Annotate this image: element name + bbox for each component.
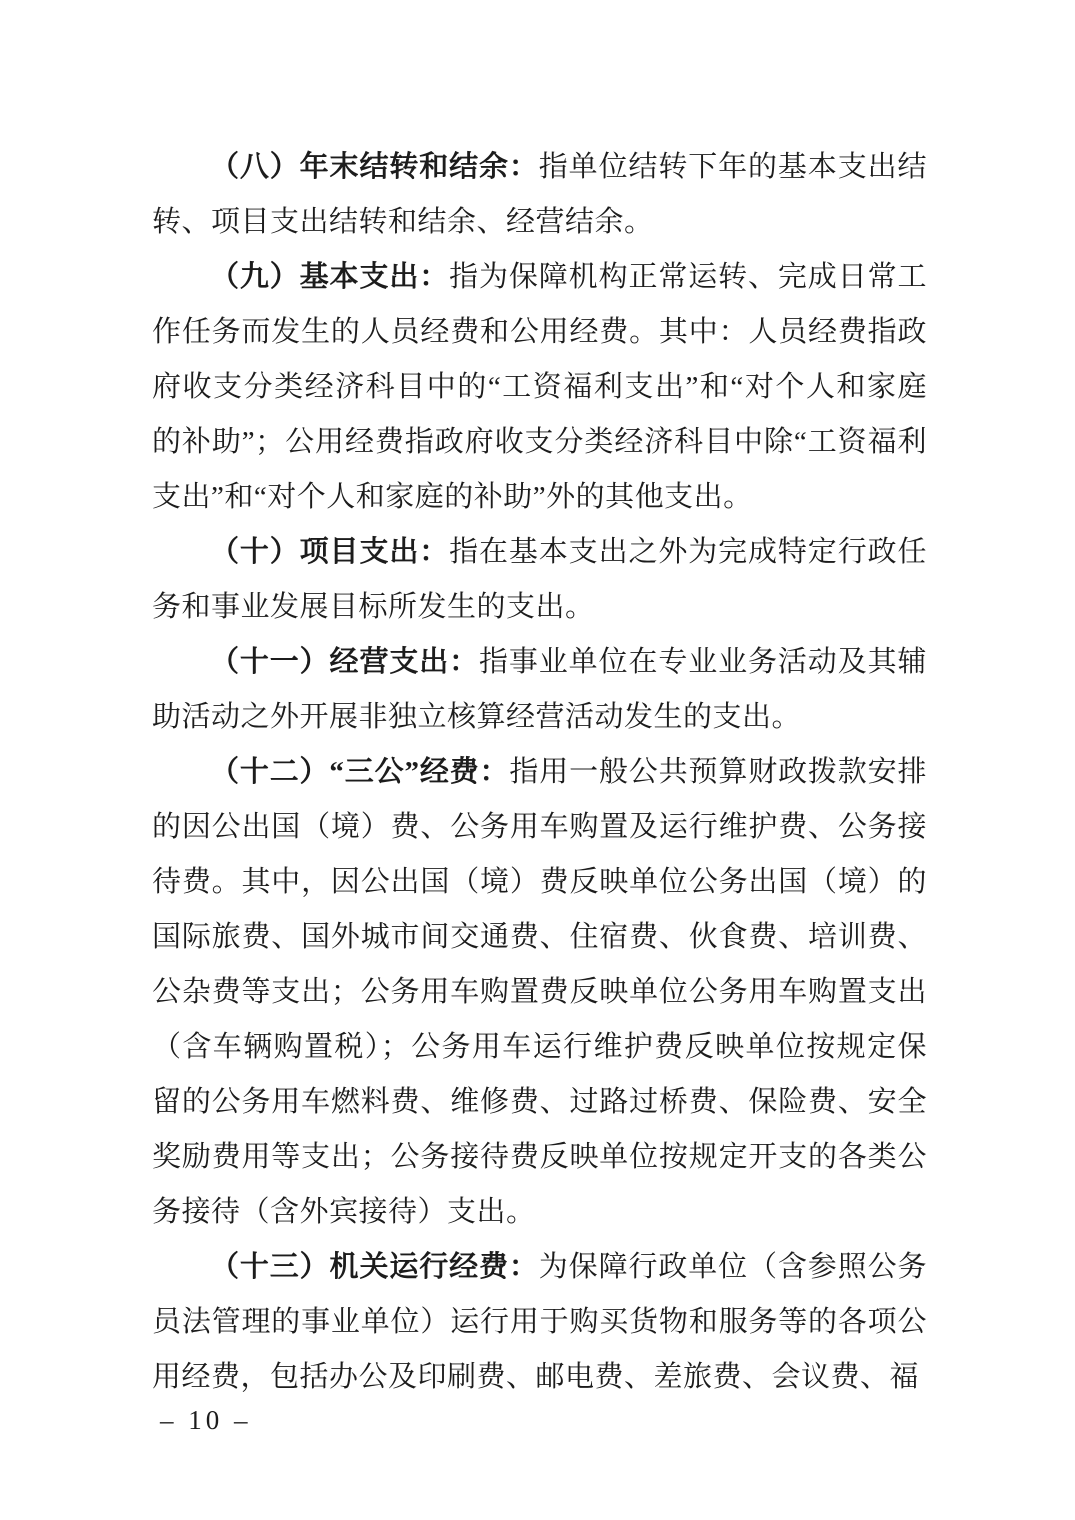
definition-paragraph-10 xyxy=(152,525,927,635)
definition-paragraph-11 xyxy=(152,635,927,745)
page-number: – 10 – xyxy=(160,1405,252,1435)
paragraph-8-heading: （八）年末结转和结余： xyxy=(210,151,539,183)
definition-paragraph-8 xyxy=(152,140,927,250)
paragraph-10-text: 指在基本支出之外为完成特定行政任务和事业发展目标所发生的支出。 xyxy=(152,536,927,623)
definition-paragraph-12 xyxy=(152,745,927,1240)
paragraph-11-heading: （十一）经营支出： xyxy=(210,646,480,678)
paragraph-9-text: 指为保障机构正常运转、完成日常工作任务而发生的人员经费和公用经费。其中：人员经费指政府收支分类经济科目中的“工资福利支出”和“对个人和家庭的补助”；公用经费指政府收支分类经济科目中除“工资福利支出”和“对个人和家庭的补助”外的其他支出。 xyxy=(152,261,927,513)
definition-paragraph-13 xyxy=(152,1240,927,1405)
document-body xyxy=(152,140,927,1405)
paragraph-13-text: 为保障行政单位（含参照公务员法管理的事业单位）运行用于购买货物和服务等的各项公用经费，包括办公及印刷费、邮电费、差旅费、会议费、福 xyxy=(152,1251,927,1393)
paragraph-10-heading: （十）项目支出： xyxy=(210,536,450,568)
paragraph-13-heading: （十三）机关运行经费： xyxy=(210,1251,539,1283)
paragraph-9-heading: （九）基本支出： xyxy=(210,261,450,293)
paragraph-12-heading: （十二）“三公”经费： xyxy=(210,756,510,788)
paragraph-11-text: 指事业单位在专业业务活动及其辅助活动之外开展非独立核算经营活动发生的支出。 xyxy=(152,646,927,733)
paragraph-12-text: 指用一般公共预算财政拨款安排的因公出国（境）费、公务用车购置及运行维护费、公务接待费。其中，因公出国（境）费反映单位公务出国（境）的国际旅费、国外城市间交通费、住宿费、伙食费、培训费、公杂费等支出；公务用车购置费反映单位公务用车购置支出（含车辆购置税）；公务用车运行维护费反映单位按规定保留的公务用车燃料费、维修费、过路过桥费、保险费、安全奖励费用等支出；公务接待费反映单位按规定开支的各类公务接待（含外宾接待）支出。 xyxy=(152,756,927,1228)
paragraph-8-text: 指单位结转下年的基本支出结转、项目支出结转和结余、经营结余。 xyxy=(152,151,927,238)
definition-paragraph-9 xyxy=(152,250,927,525)
